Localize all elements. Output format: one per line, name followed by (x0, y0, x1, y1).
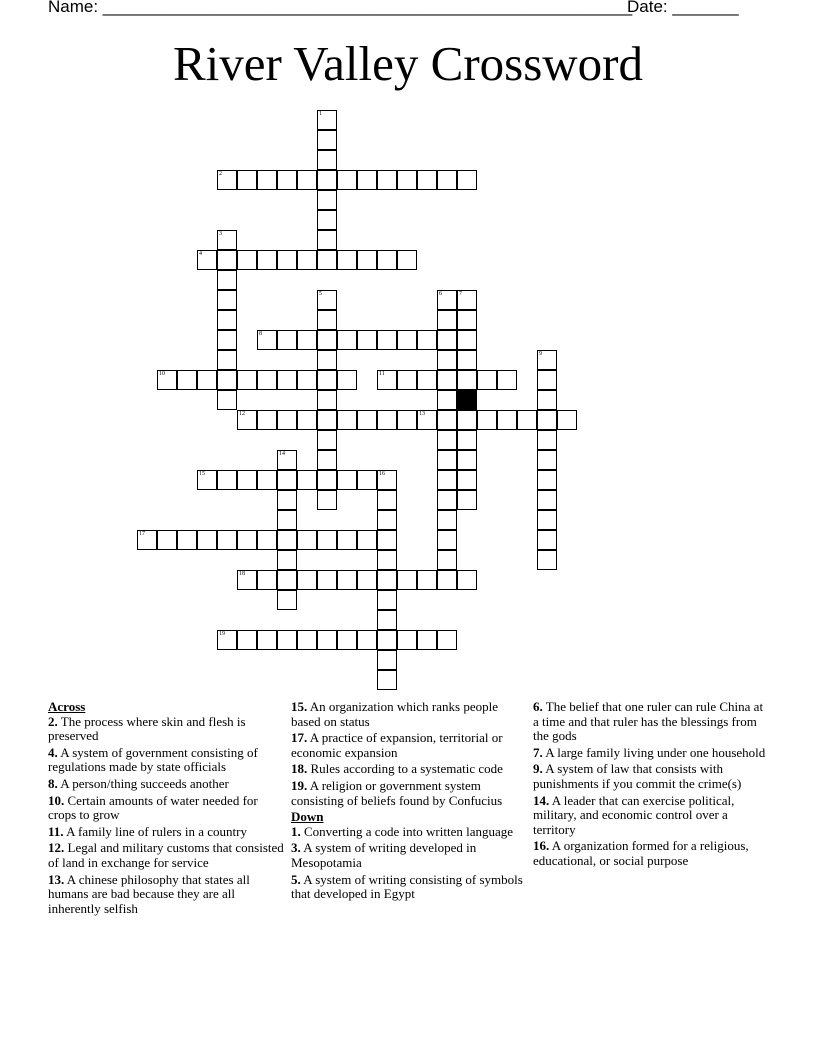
clue-item (48, 825, 284, 840)
clue-number: 4 (199, 251, 202, 257)
grid-cell[interactable] (417, 330, 437, 350)
grid-cell[interactable] (277, 490, 297, 510)
grid-cell[interactable] (257, 470, 277, 490)
grid-cell[interactable] (277, 330, 297, 350)
grid-cell[interactable] (277, 630, 297, 650)
grid-cell[interactable] (317, 210, 337, 230)
grid-cell[interactable] (317, 350, 337, 370)
grid-cell[interactable] (297, 570, 317, 590)
grid-cell[interactable] (437, 390, 457, 410)
clue-number: 10 (159, 371, 165, 377)
grid-cell[interactable] (257, 630, 277, 650)
grid-cell[interactable] (357, 330, 377, 350)
grid-cell[interactable] (317, 530, 337, 550)
clue-number-label: 18. (291, 761, 308, 777)
clue-text: A person/thing succeeds another (57, 775, 229, 791)
grid-cell[interactable] (537, 510, 557, 530)
grid-cell[interactable] (157, 370, 177, 390)
grid-cell[interactable] (437, 410, 457, 430)
grid-cell[interactable] (377, 530, 397, 550)
grid-cell[interactable] (317, 170, 337, 190)
clue-text: Certain amounts of water needed for crops to grow (48, 792, 258, 823)
grid-cell[interactable] (317, 310, 337, 330)
clues-column-2 (291, 700, 527, 904)
grid-cell[interactable] (297, 170, 317, 190)
grid-cell[interactable] (437, 290, 457, 310)
grid-cell[interactable] (517, 410, 537, 430)
grid-cell[interactable] (417, 170, 437, 190)
grid-cell[interactable] (537, 470, 557, 490)
grid-cell[interactable] (317, 250, 337, 270)
clue-item (291, 825, 527, 840)
grid-cell[interactable] (337, 530, 357, 550)
grid-cell[interactable] (337, 410, 357, 430)
clue-number-label: 19. (291, 777, 308, 793)
grid-cell[interactable] (197, 250, 217, 270)
clue-item (533, 762, 769, 791)
clue-item (291, 841, 527, 870)
clue-number: 14 (279, 451, 285, 457)
grid-cell[interactable] (537, 430, 557, 450)
clue-text: A organization formed for a religious, educational, or social purpose (533, 838, 749, 868)
clue-number: 8 (259, 331, 262, 337)
grid-cell[interactable] (437, 570, 457, 590)
grid-cell[interactable] (397, 170, 417, 190)
down-clue-list-continued (533, 700, 769, 869)
grid-cell[interactable] (357, 630, 377, 650)
grid-cell[interactable] (457, 410, 477, 430)
grid-cell[interactable] (337, 170, 357, 190)
clue-text: A chinese philosophy that states all humans are bad because they are all inherently selfish (48, 871, 250, 916)
grid-cell[interactable] (277, 510, 297, 530)
clue-text: Legal and military customs that consisted of land in exchange for service (48, 840, 284, 870)
grid-cell[interactable] (437, 450, 457, 470)
clue-number-label: 3. (291, 840, 301, 856)
clue-item (48, 794, 284, 823)
clue-number-label: 13. (48, 871, 65, 887)
grid-cell[interactable] (397, 330, 417, 350)
grid-cell[interactable] (437, 350, 457, 370)
across-clue-list (48, 715, 284, 917)
clue-item (48, 746, 284, 775)
clues-column-3 (533, 700, 769, 871)
clue-number: 6 (439, 291, 442, 297)
clue-number: 11 (379, 371, 385, 377)
name-field-label: Name: ________________________________________________________ (48, 0, 633, 16)
clue-text: A family line of rulers in a country (63, 823, 247, 839)
clue-number-label: 1. (291, 823, 301, 839)
grid-cell[interactable] (397, 370, 417, 390)
grid-cell[interactable] (237, 410, 257, 430)
grid-cell[interactable] (397, 630, 417, 650)
clue-number-label: 16. (533, 838, 550, 854)
grid-cell[interactable] (317, 230, 337, 250)
clue-text: A large family living under one household (542, 744, 766, 760)
clue-item (291, 762, 527, 777)
grid-cell[interactable] (297, 330, 317, 350)
clue-item (533, 746, 769, 761)
grid-cell[interactable] (257, 170, 277, 190)
grid-cell[interactable] (237, 370, 257, 390)
grid-cell[interactable] (337, 250, 357, 270)
grid-cell[interactable] (277, 170, 297, 190)
down-heading: Down (291, 809, 324, 825)
grid-cell[interactable] (277, 550, 297, 570)
clue-item (291, 873, 527, 902)
grid-cell[interactable] (317, 450, 337, 470)
clue-text: A system of government consisting of regulations made by state officials (48, 744, 258, 775)
grid-cell[interactable] (437, 170, 457, 190)
clue-number-label: 8. (48, 775, 58, 791)
grid-cell[interactable] (537, 450, 557, 470)
grid-cell[interactable] (277, 530, 297, 550)
across-clue-list-continued (291, 700, 527, 808)
clue-number-label: 15. (291, 699, 308, 714)
grid-cell[interactable] (377, 250, 397, 270)
clue-number-label: 4. (48, 744, 58, 760)
grid-cell[interactable] (217, 250, 237, 270)
grid-cell[interactable] (317, 330, 337, 350)
grid-cell[interactable] (437, 510, 457, 530)
clue-number: 17 (139, 531, 145, 537)
grid-cell[interactable] (377, 670, 397, 690)
clue-item (291, 700, 527, 729)
grid-cell[interactable] (457, 470, 477, 490)
clue-text: Rules according to a systematic code (307, 761, 503, 777)
grid-cell[interactable] (337, 370, 357, 390)
grid-cell[interactable] (357, 410, 377, 430)
grid-cell[interactable] (457, 170, 477, 190)
grid-cell[interactable] (137, 530, 157, 550)
clue-number-label: 17. (291, 730, 308, 746)
clue-text: A system of writing developed in Mesopotamia (291, 840, 477, 870)
clue-number: 7 (459, 291, 462, 297)
grid-cell[interactable] (317, 630, 337, 650)
clues-column-1 (48, 700, 284, 918)
grid-cell[interactable] (457, 370, 477, 390)
grid-cell[interactable] (237, 570, 257, 590)
grid-cell[interactable] (297, 630, 317, 650)
grid-cell[interactable] (317, 290, 337, 310)
grid-cell[interactable] (537, 350, 557, 370)
clue-text: A religion or government system consisting of beliefs found by Confucius (291, 777, 503, 808)
clue-item (48, 715, 284, 744)
page-title: River Valley Crossword (173, 36, 643, 91)
grid-cell[interactable] (297, 470, 317, 490)
grid-cell[interactable] (257, 410, 277, 430)
grid-cell[interactable] (317, 130, 337, 150)
clue-item (48, 873, 284, 917)
grid-cell[interactable] (257, 570, 277, 590)
grid-cell[interactable] (437, 330, 457, 350)
grid-cell[interactable] (217, 310, 237, 330)
clue-text: A practice of expansion, territorial or economic expansion (291, 730, 503, 760)
clue-number: 5 (319, 291, 322, 297)
grid-cell[interactable] (277, 250, 297, 270)
grid-cell[interactable] (317, 110, 337, 130)
grid-cell[interactable] (437, 550, 457, 570)
grid-cell[interactable] (377, 550, 397, 570)
grid-cell[interactable] (377, 630, 397, 650)
grid-cell[interactable] (357, 250, 377, 270)
clue-item (291, 779, 527, 808)
grid-cell[interactable] (497, 370, 517, 390)
grid-cell[interactable] (337, 630, 357, 650)
grid-cell[interactable] (317, 390, 337, 410)
grid-cell[interactable] (157, 530, 177, 550)
clue-text: A leader that can exercise political, military, and economic control over a territory (533, 792, 735, 837)
grid-cell[interactable] (377, 370, 397, 390)
grid-cell[interactable] (377, 330, 397, 350)
clue-number: 16 (379, 471, 385, 477)
grid-cell[interactable] (437, 310, 457, 330)
grid-cell[interactable] (377, 170, 397, 190)
clue-item (533, 839, 769, 868)
clue-number-label: 5. (291, 871, 301, 887)
grid-cell[interactable] (317, 370, 337, 390)
grid-cell[interactable] (237, 170, 257, 190)
grid-cell[interactable] (217, 330, 237, 350)
date-field-label: Date: _______ (627, 0, 739, 16)
clue-number: 9 (539, 351, 542, 357)
grid-cell[interactable] (217, 350, 237, 370)
clue-number: 15 (199, 471, 205, 477)
grid-cell[interactable] (437, 490, 457, 510)
clue-number-label: 2. (48, 713, 58, 729)
clue-number-label: 11. (48, 823, 64, 839)
grid-cell[interactable] (457, 570, 477, 590)
clue-number: 3 (219, 231, 222, 237)
grid-cell[interactable] (197, 370, 217, 390)
grid-cell[interactable] (477, 410, 497, 430)
grid-cell[interactable] (397, 410, 417, 430)
clue-number-label: 10. (48, 792, 65, 808)
grid-cell[interactable] (337, 470, 357, 490)
grid-cell[interactable] (317, 150, 337, 170)
grid-cell[interactable] (257, 250, 277, 270)
grid-cell[interactable] (437, 430, 457, 450)
grid-cell[interactable] (357, 170, 377, 190)
grid-cell[interactable] (217, 630, 237, 650)
grid-cell[interactable] (437, 370, 457, 390)
grid-cell[interactable] (337, 330, 357, 350)
grid-cell[interactable] (377, 470, 397, 490)
clue-number: 2 (219, 171, 222, 177)
clue-item (48, 841, 284, 870)
clue-number-label: 6. (533, 699, 543, 714)
grid-cell[interactable] (277, 450, 297, 470)
clue-text: Converting a code into written language (300, 823, 514, 839)
grid-cell[interactable] (397, 570, 417, 590)
clue-number: 12 (239, 411, 245, 417)
grid-cell[interactable] (377, 410, 397, 430)
grid-cell[interactable] (457, 490, 477, 510)
grid-cell[interactable] (317, 190, 337, 210)
grid-cell[interactable] (217, 530, 237, 550)
grid-cell[interactable] (377, 490, 397, 510)
grid-cell[interactable] (317, 490, 337, 510)
grid-cell[interactable] (277, 470, 297, 490)
grid-cell[interactable] (437, 530, 457, 550)
grid-cell[interactable] (177, 530, 197, 550)
clue-item (48, 777, 284, 792)
grid-cell[interactable] (417, 410, 437, 430)
clue-text: A system of law that consists with punishments if you commit the crime(s) (533, 761, 742, 791)
grid-cell[interactable] (377, 610, 397, 630)
grid-cell[interactable] (277, 410, 297, 430)
grid-cell[interactable] (257, 530, 277, 550)
black-square (457, 390, 477, 410)
grid-cell[interactable] (357, 530, 377, 550)
grid-cell[interactable] (217, 290, 237, 310)
grid-cell[interactable] (537, 550, 557, 570)
clue-item (291, 731, 527, 760)
grid-cell[interactable] (477, 370, 497, 390)
grid-cell[interactable] (237, 470, 257, 490)
grid-cell[interactable] (317, 410, 337, 430)
grid-cell[interactable] (397, 250, 417, 270)
grid-cell[interactable] (217, 390, 237, 410)
grid-cell[interactable] (377, 510, 397, 530)
grid-cell[interactable] (197, 530, 217, 550)
grid-cell[interactable] (537, 490, 557, 510)
grid-cell[interactable] (237, 250, 257, 270)
grid-cell[interactable] (377, 570, 397, 590)
grid-cell[interactable] (297, 530, 317, 550)
grid-cell[interactable] (297, 250, 317, 270)
grid-cell[interactable] (237, 630, 257, 650)
grid-cell[interactable] (297, 410, 317, 430)
grid-cell[interactable] (377, 590, 397, 610)
grid-cell[interactable] (417, 630, 437, 650)
clue-number-label: 14. (533, 792, 550, 808)
grid-cell[interactable] (317, 570, 337, 590)
grid-cell[interactable] (237, 530, 257, 550)
grid-cell[interactable] (337, 570, 357, 590)
down-clue-list (291, 825, 527, 902)
clue-text: A system of writing consisting of symbols that developed in Egypt (291, 871, 523, 902)
clue-number-label: 9. (533, 761, 543, 777)
clue-text: The process where skin and flesh is preserved (48, 713, 246, 744)
clue-number: 13 (419, 411, 425, 417)
clue-number-label: 7. (533, 744, 543, 760)
grid-cell[interactable] (297, 370, 317, 390)
grid-cell[interactable] (317, 430, 337, 450)
grid-cell[interactable] (357, 570, 377, 590)
grid-cell[interactable] (437, 470, 457, 490)
grid-cell[interactable] (457, 290, 477, 310)
grid-cell[interactable] (257, 370, 277, 390)
clue-item (533, 700, 769, 744)
grid-cell[interactable] (357, 470, 377, 490)
grid-cell[interactable] (457, 310, 477, 330)
clue-item (533, 794, 769, 838)
grid-cell[interactable] (277, 370, 297, 390)
grid-cell[interactable] (217, 230, 237, 250)
grid-cell[interactable] (537, 410, 557, 430)
across-heading: Across (48, 699, 86, 714)
clue-number: 19 (219, 631, 225, 637)
grid-cell[interactable] (277, 590, 297, 610)
grid-cell[interactable] (177, 370, 197, 390)
grid-cell[interactable] (257, 330, 277, 350)
grid-cell[interactable] (457, 330, 477, 350)
grid-cell[interactable] (437, 630, 457, 650)
grid-cell[interactable] (537, 390, 557, 410)
grid-cell[interactable] (217, 270, 237, 290)
grid-cell[interactable] (457, 430, 477, 450)
clue-number: 18 (239, 571, 245, 577)
grid-cell[interactable] (317, 470, 337, 490)
clue-text: An organization which ranks people based on status (291, 699, 498, 729)
grid-cell[interactable] (217, 370, 237, 390)
grid-cell[interactable] (217, 170, 237, 190)
grid-cell[interactable] (277, 570, 297, 590)
grid-cell[interactable] (457, 450, 477, 470)
grid-cell[interactable] (197, 470, 217, 490)
clue-number: 1 (319, 111, 322, 117)
grid-cell[interactable] (377, 650, 397, 670)
clue-number-label: 12. (48, 840, 65, 856)
grid-cell[interactable] (417, 570, 437, 590)
grid-cell[interactable] (217, 470, 237, 490)
grid-cell[interactable] (417, 370, 437, 390)
grid-cell[interactable] (537, 370, 557, 390)
clue-text: The belief that one ruler can rule China at a time and that ruler has the blessings from the gods (533, 699, 764, 744)
grid-cell[interactable] (497, 410, 517, 430)
grid-cell[interactable] (557, 410, 577, 430)
grid-cell[interactable] (457, 350, 477, 370)
grid-cell[interactable] (537, 530, 557, 550)
